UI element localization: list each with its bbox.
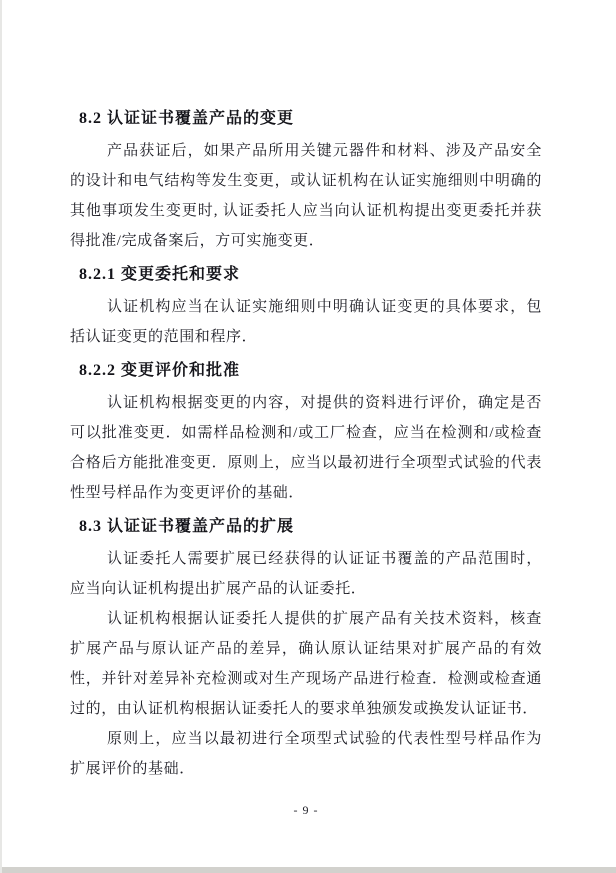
section-heading-8-3: 8.3 认证证书覆盖产品的扩展 <box>79 518 295 535</box>
paragraph-8-3-body-1: 认证委托人需要扩展已经获得的认证证书覆盖的产品范围时，应当向认证机构提出扩展产品的认证委托． <box>70 551 542 597</box>
paragraph-8-2-2-body: 认证机构根据变更的内容，对提供的资料进行评价，确定是否可以批准变更．如需样品检测和/或工厂检查，应当在检测和/或检查合格后方能批准变更．原则上，应当以最初进行全项型式试验的代表性型号样品作为变更评价的基础． <box>70 395 542 501</box>
paragraph-8-3-body-3: 原则上，应当以最初进行全项型式试验的代表性型号样品作为扩展评价的基础． <box>70 731 542 777</box>
section-heading-8-2-1: 8.2.1 变更委托和要求 <box>79 266 241 283</box>
document-content <box>70 104 542 784</box>
page-bottom-edge <box>2 867 616 873</box>
paragraph-8-2-1-body: 认证机构应当在认证实施细则中明确认证变更的具体要求，包括认证变更的范围和程序． <box>70 299 542 345</box>
paragraph-8-3-body-2: 认证机构根据认证委托人提供的扩展产品有关技术资料，核查扩展产品与原认证产品的差异，确认原认证结果对扩展产品的有效性，并针对差异补充检测或对生产现场产品进行检查．检测或检查通过的，由认证机构根据认证委托人的要求单独颁发或换发认证证书． <box>70 611 542 717</box>
section-heading-8-2: 8.2 认证证书覆盖产品的变更 <box>79 110 295 127</box>
paragraph-8-2-body: 产品获证后，如果产品所用关键元器件和材料、涉及产品安全的设计和电气结构等发生变更，或认证机构在认证实施细则中明确的其他事项发生变更时, 认证委托人应当向认证机构提出变更委托并获得批准/完成备案后，方可实施变更． <box>70 143 542 249</box>
page-number: - 9 - <box>293 803 319 817</box>
section-heading-8-2-2: 8.2.2 变更评价和批准 <box>79 362 241 379</box>
